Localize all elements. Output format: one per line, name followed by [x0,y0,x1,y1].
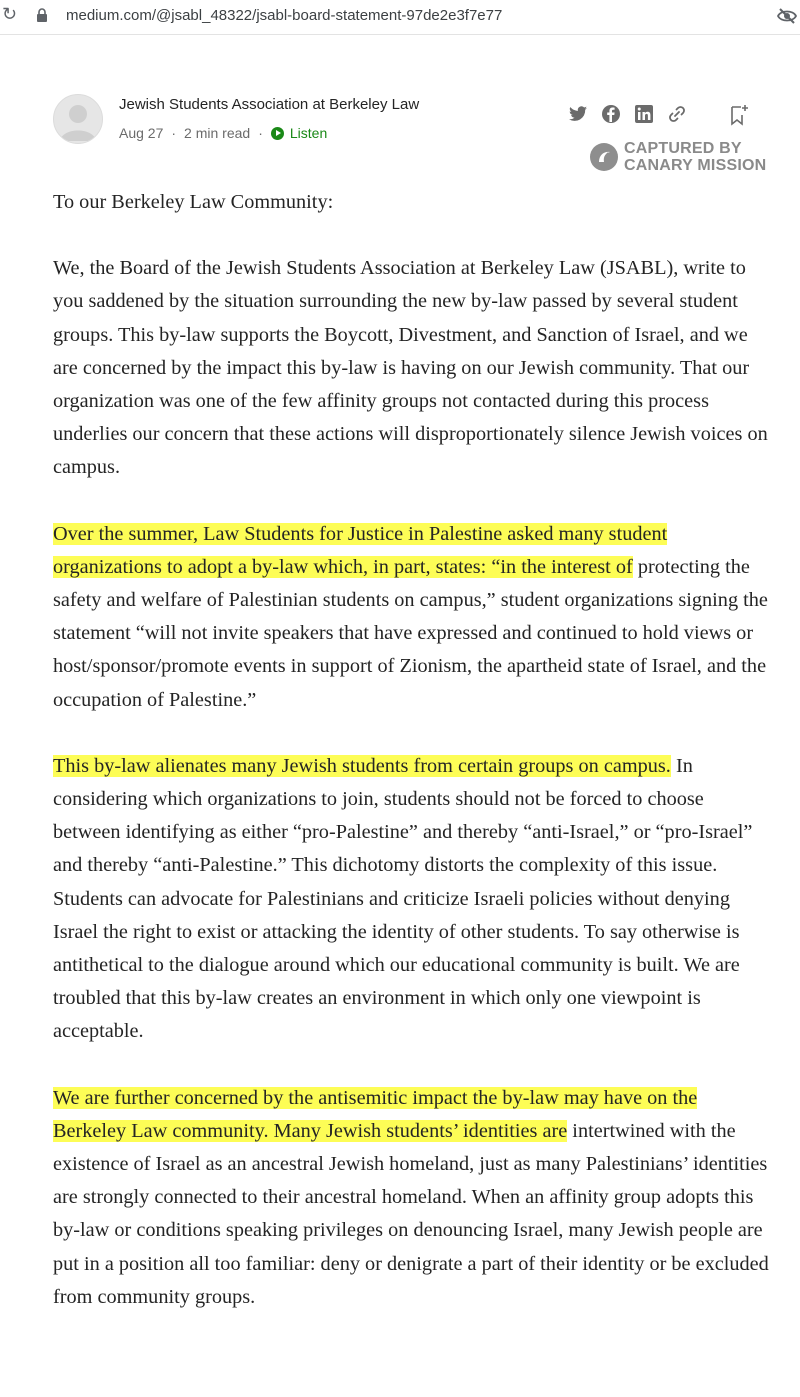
paragraph-text: intertwined with the existence of Israel as an ancestral Jewish homeland, just as many Palestinians’ identities are strongly connected to their ancestral homeland. When an affinity group adopts this by-law or conditions speaking privileges on denouncing Israel, many Jewish people are put in a position all too familiar: deny or denigrate a part of their identity or be excluded from community groups. [53,1119,769,1308]
post-date: Aug 27 [119,125,164,141]
read-time: 2 min read [184,125,251,141]
article-body [53,186,773,1347]
bookmark-add-icon[interactable] [728,103,750,132]
canary-mission-watermark [590,140,766,174]
listen-button[interactable] [271,125,327,141]
paragraph-1: We, the Board of the Jewish Students Association at Berkeley Law (JSABL), write to you saddened by the situation surrounding the new by-law passed by several student groups. This by-law supports the Boycott, Divestment, and Sanction of Israel, and we are concerned by the impact this by-law is having on our Jewish community. That our organization was one of the few affinity groups not contacted during this process underlies our concern that these actions will disproportionately silence Jewish voices on campus. [53,257,768,479]
avatar[interactable] [53,94,103,144]
facebook-icon[interactable] [600,103,622,125]
watermark-line-2: CANARY MISSION [624,157,767,174]
twitter-icon[interactable] [567,103,589,125]
share-toolbar [567,103,688,125]
browser-address-bar [0,0,800,35]
paragraph-4 [53,1082,773,1314]
link-icon[interactable] [666,103,688,125]
reload-icon[interactable]: ↻ [2,4,18,24]
meta-separator: · [171,125,177,141]
highlighted-text: We are further concerned by the antisemitic impact the by-law may have on the Berkeley Law community. Many Jewish students’ identities are [53,1086,698,1142]
watermark-line-1: CAPTURED BY [624,140,742,157]
eye-off-icon[interactable] [777,7,797,30]
author-name[interactable]: Jewish Students Association at Berkeley Law [119,96,420,113]
paragraph-3 [53,750,773,1049]
paragraph-text: protecting the safety and welfare of Palestinian students on campus,” student organizations signing the statement “will not invite speakers that have expressed and continued to hold views or host/sponsor/promote events in support of Zionism, the apartheid state of Israel, and the occupation of Palestine.” [53,555,768,711]
highlighted-text: Over the summer, Law Students for Justice in Palestine asked many student organizations to adopt a by-law which, in part, states: “in the interest of [53,522,668,578]
linkedin-icon[interactable] [633,103,655,125]
url-text[interactable]: medium.com/@jsabl_48322/jsabl-board-statement-97de2e3f7e77 [66,7,503,24]
paragraph-2 [53,518,773,717]
salutation: To our Berkeley Law Community: [53,191,334,213]
canary-logo-icon [590,143,618,171]
play-icon [271,127,284,140]
post-meta [119,125,327,141]
paragraph-text: In considering which organizations to join, students should not be forced to choose between identifying as either “pro-Palestine” and thereby “anti-Israel,” or “pro-Israel” and thereby “anti-Palestine.” This dichotomy distorts the complexity of this issue. Students can advocate for Palestinians and criticize Israeli policies without denying Israel the right to exist or attacking the identity of other students. To say otherwise is antithetical to the dialogue around which our educational community is built. We are troubled that this by-law creates an environment in which only one viewpoint is acceptable. [53,754,753,1043]
meta-separator: · [258,125,263,141]
highlighted-text: This by-law alienates many Jewish students from certain groups on campus. [53,754,671,777]
lock-icon[interactable] [36,8,48,28]
listen-label: Listen [289,125,328,141]
